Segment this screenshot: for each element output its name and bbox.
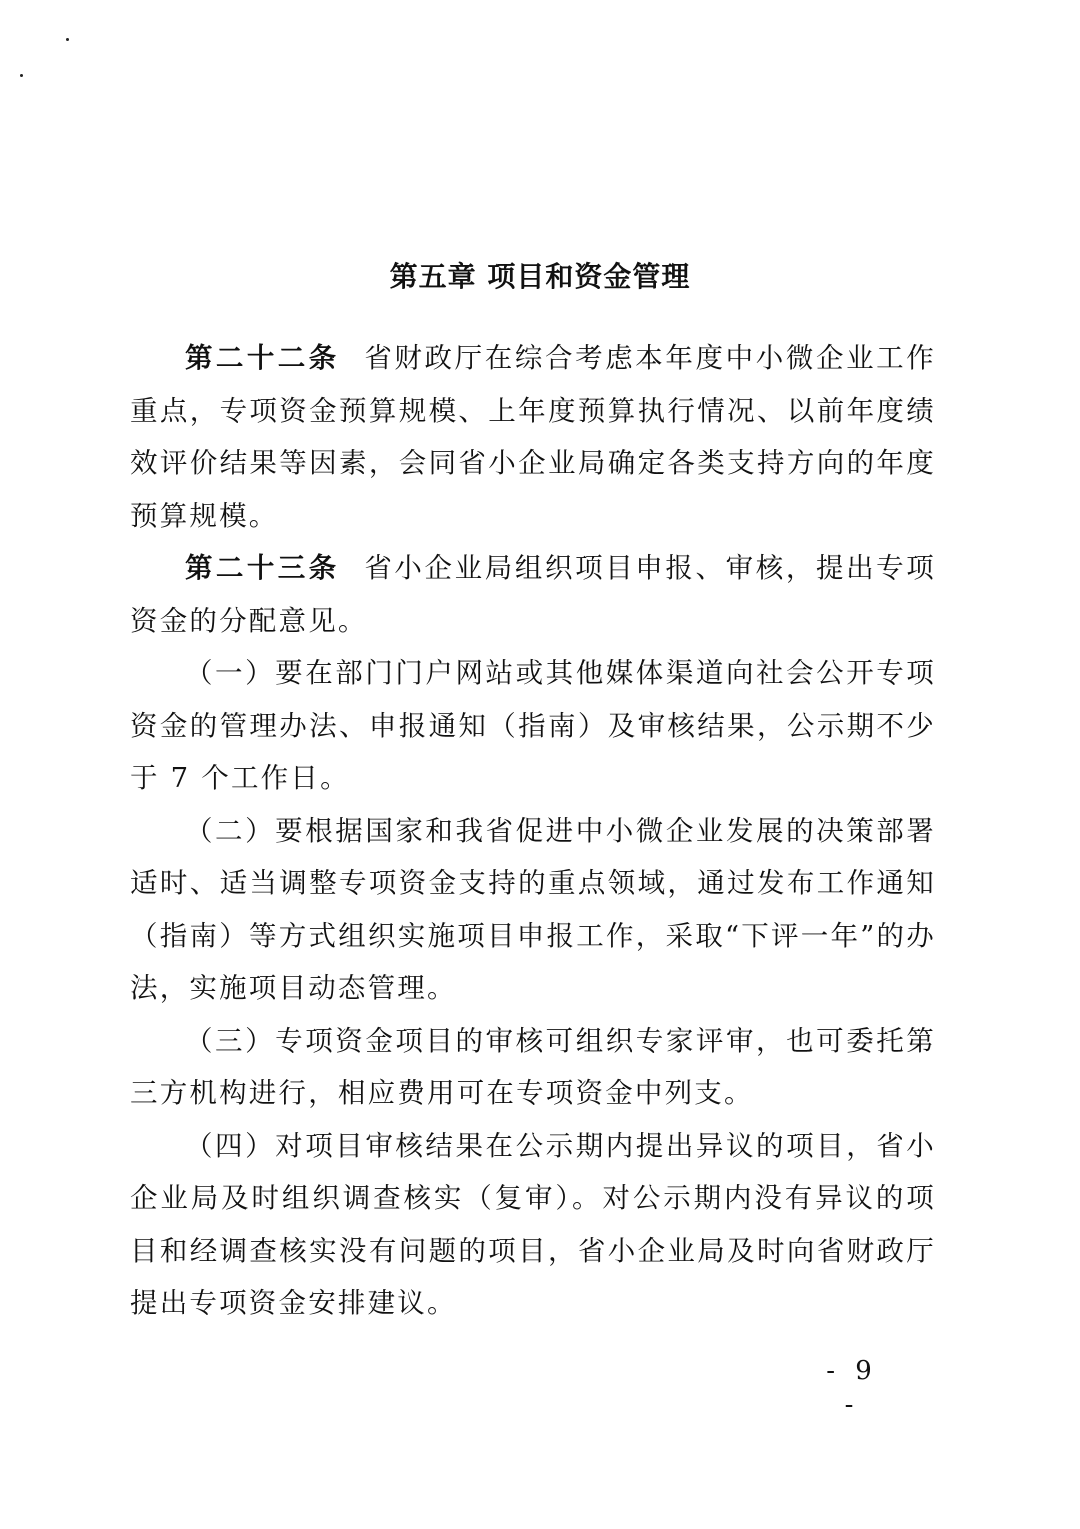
paragraph-text: （一）要在部门门户网站或其他媒体渠道向社会公开专项资金的管理办法、申报通知（指南）及审核结果，公示期不少于 7 个工作日。 <box>130 657 936 794</box>
page-number: - 9 - <box>826 1356 878 1420</box>
scan-speck <box>20 74 23 77</box>
paragraph-text: （三）专项资金项目的审核可组织专家评审，也可委托第三方机构进行，相应费用可在专项资金中列支。 <box>130 1024 936 1109</box>
article-22-paragraph <box>130 332 936 542</box>
article-23-paragraph <box>130 542 936 647</box>
document-body <box>130 332 936 1330</box>
article-number: 第二十三条 <box>185 552 340 584</box>
article-number: 第二十二条 <box>185 342 340 374</box>
scan-speck <box>66 38 69 41</box>
clause-1-paragraph <box>130 647 936 805</box>
paragraph-text: 省小企业局组织项目申报、审核，提出专项资金的分配意见。 <box>130 552 936 637</box>
chapter-title: 第五章 项目和资金管理 <box>389 259 691 293</box>
paragraph-text: （二）要根据国家和我省促进中小微企业发展的决策部署适时、适当调整专项资金支持的重点领域，通过发布工作通知（指南）等方式组织实施项目申报工作，采取“下评一年”的办法，实施项目动态管理。 <box>130 814 936 1004</box>
clause-4-paragraph <box>130 1120 936 1330</box>
clause-3-paragraph <box>130 1015 936 1120</box>
paragraph-text: （四）对项目审核结果在公示期内提出异议的项目，省小企业局及时组织调查核实（复审）。对公示期内没有异议的项目和经调查核实没有问题的项目，省小企业局及时向省财政厅提出专项资金安排建议。 <box>130 1129 936 1319</box>
paragraph-text: 省财政厅在综合考虑本年度中小微企业工作重点，专项资金预算规模、上年度预算执行情况、以前年度绩效评价结果等因素，会同省小企业局确定各类支持方向的年度预算规模。 <box>130 342 936 532</box>
clause-2-paragraph <box>130 805 936 1015</box>
